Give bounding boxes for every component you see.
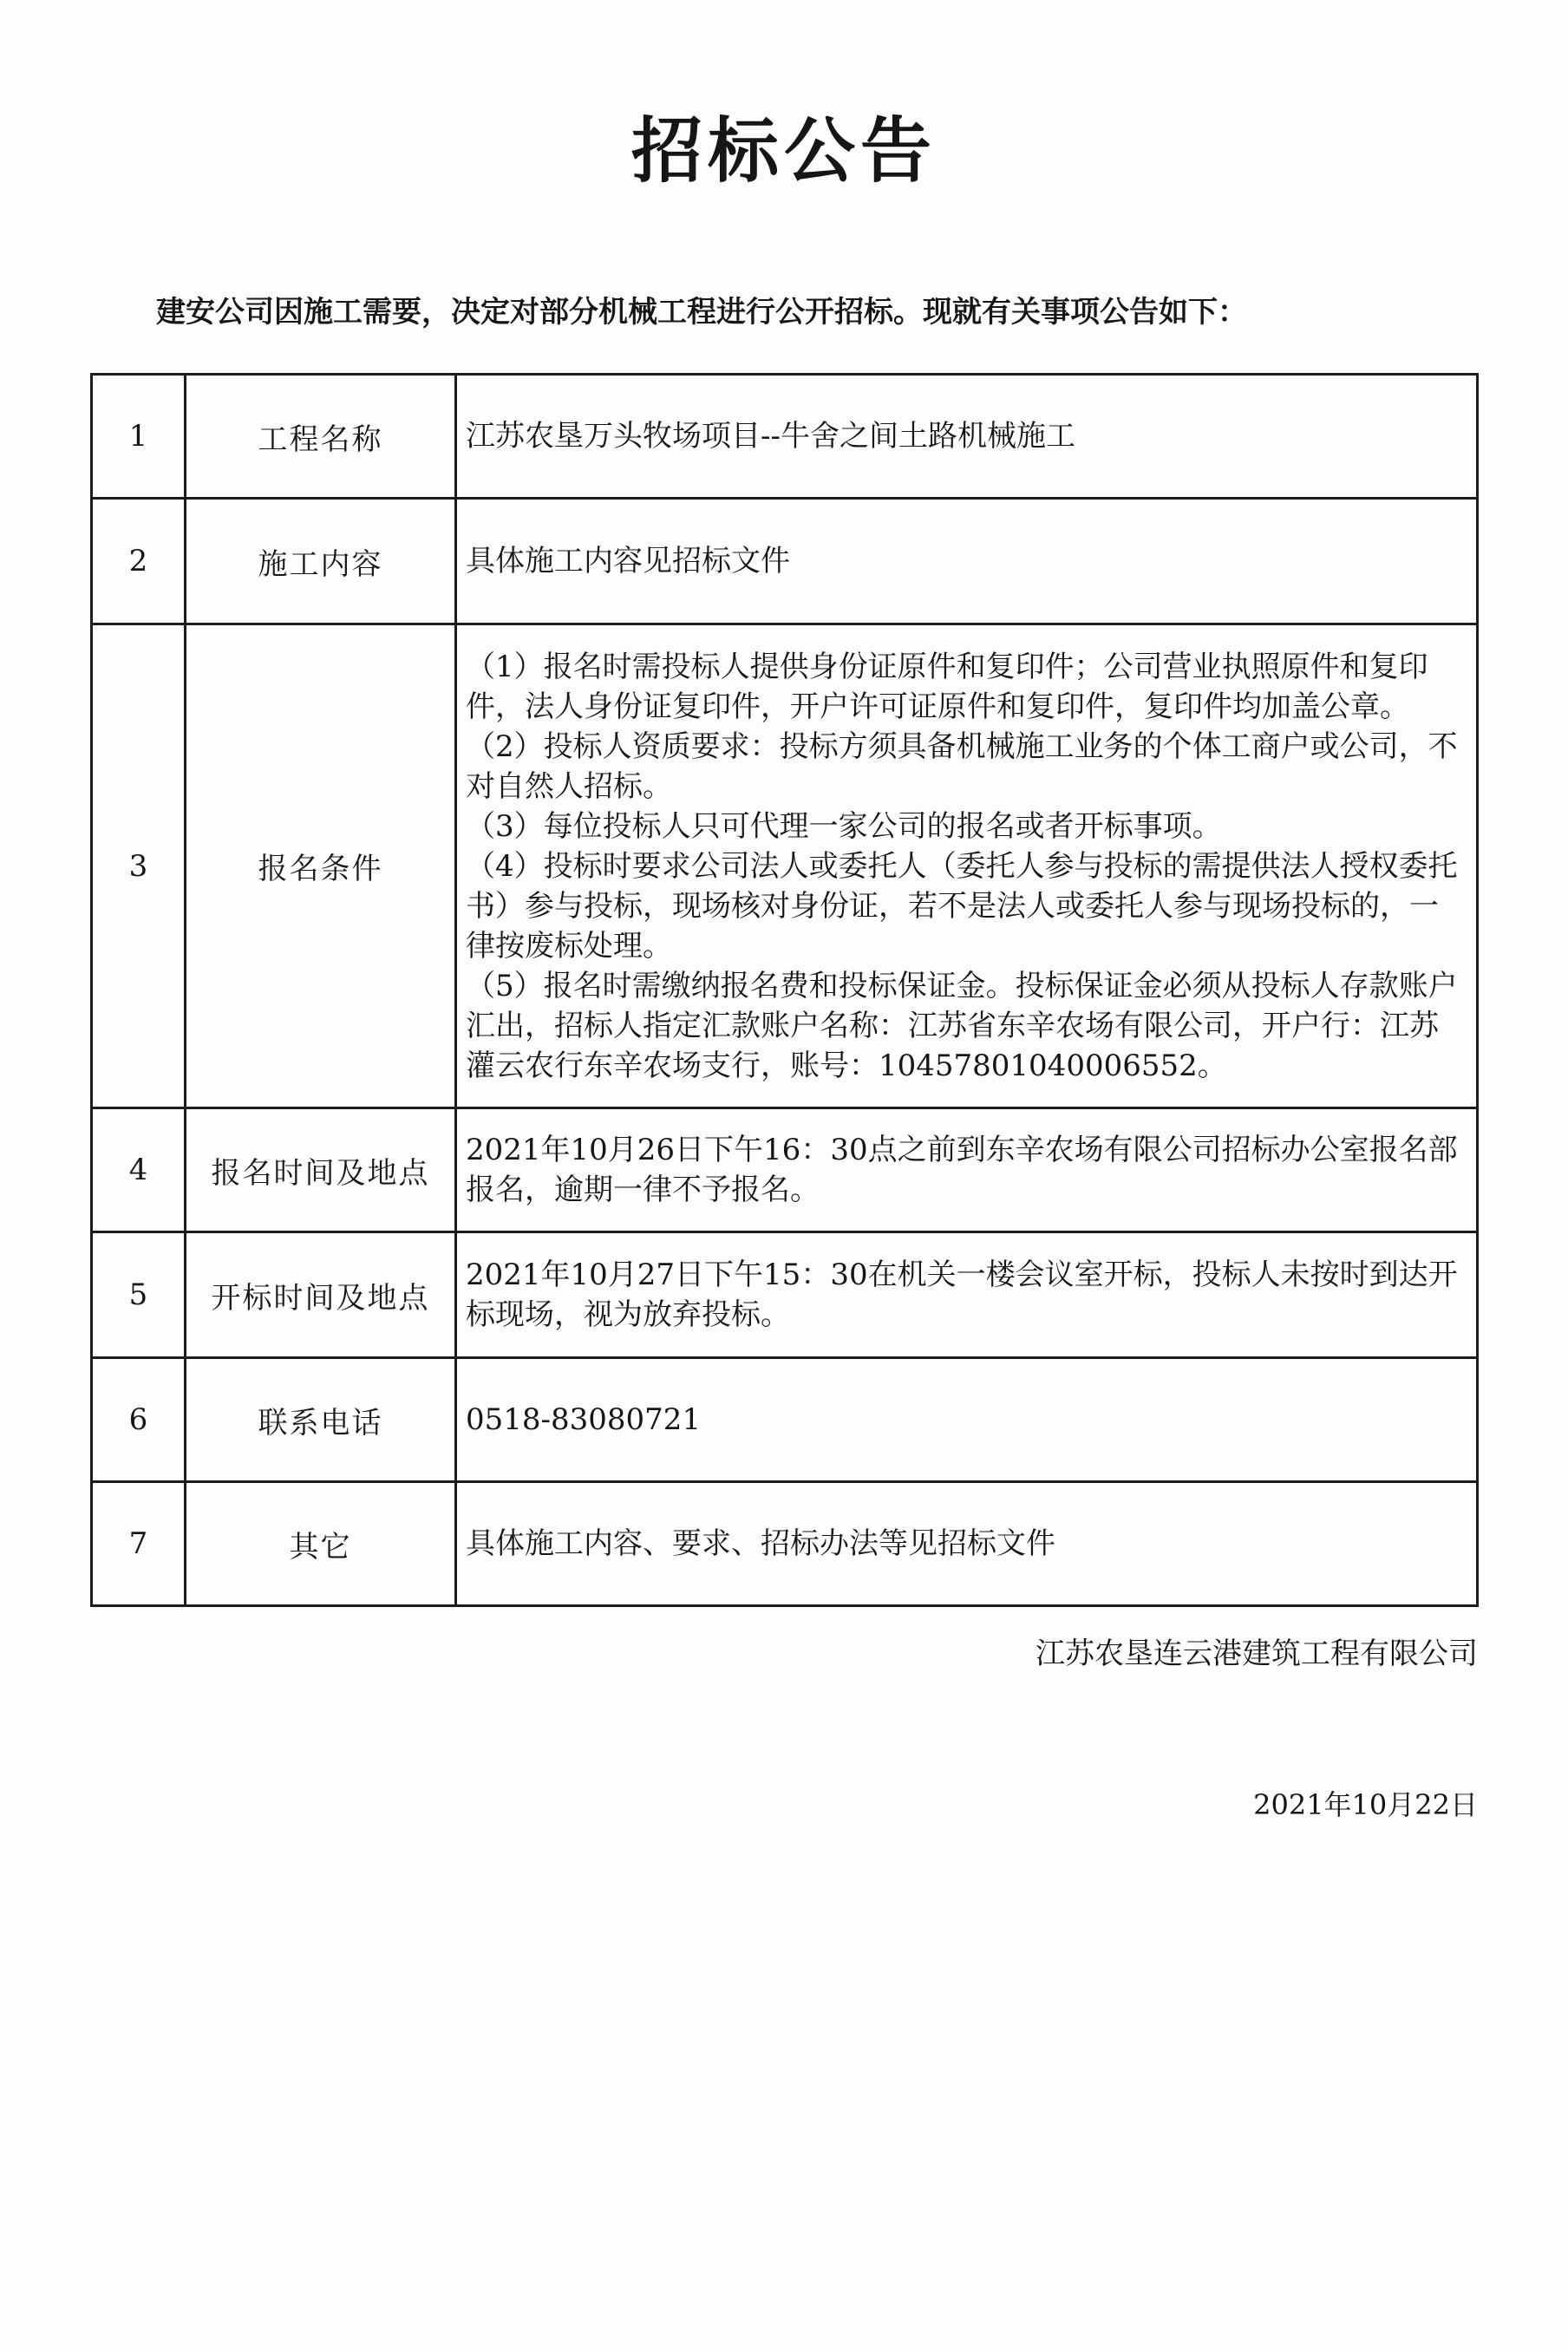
- row-content: 江苏农垦万头牧场项目--牛舍之间土路机械施工: [456, 375, 1478, 499]
- page-title: 招标公告: [630, 110, 937, 193]
- row-content: 具体施工内容见招标文件: [456, 499, 1478, 624]
- condition-item: （5）报名时需缴纳报名费和投标保证金。投标保证金必须从投标人存款账户汇出，招标人指定汇款账户名称：江苏省东辛农场有限公司，开户行：江苏灌云农行东辛农场支行，账号：10457801040006552。: [466, 968, 1458, 1083]
- condition-item: （2）投标人资质要求：投标方须具备机械施工业务的个体工商户或公司，不对自然人招标。: [466, 728, 1458, 804]
- condition-item: （4）投标时要求公司法人或委托人（委托人参与投标的需提供法人授权委托书）参与投标，现场核对身份证，若不是法人或委托人参与现场投标的，一律按废标处理。: [466, 848, 1458, 964]
- table-row-other: [92, 1482, 1478, 1606]
- row-label: 联系电话: [186, 1358, 456, 1482]
- table-row-construction-content: [92, 499, 1478, 624]
- row-label: 报名条件: [186, 624, 456, 1108]
- table-row-project-name: [92, 375, 1478, 499]
- table-row-opening-time: [92, 1232, 1478, 1358]
- notice-table: [90, 373, 1479, 1607]
- row-label: 施工内容: [186, 499, 456, 624]
- row-label: 开标时间及地点: [186, 1232, 456, 1358]
- row-number: 3: [92, 624, 186, 1108]
- row-label: 报名时间及地点: [186, 1108, 456, 1232]
- row-content-conditions: [456, 624, 1478, 1108]
- row-number: 1: [92, 375, 186, 499]
- row-number: 4: [92, 1108, 186, 1232]
- intro-paragraph: 建安公司因施工需要，决定对部分机械工程进行公开招标。现就有关事项公告如下：: [156, 295, 1247, 330]
- row-number: 7: [92, 1482, 186, 1606]
- issuing-company: 江苏农垦连云港建筑工程有限公司: [1036, 1637, 1478, 1671]
- row-number: 6: [92, 1358, 186, 1482]
- row-content: 具体施工内容、要求、招标办法等见招标文件: [456, 1482, 1478, 1606]
- row-content: 2021年10月27日下午15：30在机关一楼会议室开标，投标人未按时到达开标现场，视为放弃投标。: [456, 1232, 1478, 1358]
- table-row-contact-phone: [92, 1358, 1478, 1482]
- row-content: 2021年10月26日下午16：30点之前到东辛农场有限公司招标办公室报名部报名，逾期一律不予报名。: [456, 1108, 1478, 1232]
- condition-item: （1）报名时需投标人提供身份证原件和复印件；公司营业执照原件和复印件，法人身份证复印件，开户许可证原件和复印件，复印件均加盖公章。: [466, 649, 1428, 724]
- row-number: 2: [92, 499, 186, 624]
- row-number: 5: [92, 1232, 186, 1358]
- row-label: 工程名称: [186, 375, 456, 499]
- row-content: 0518-83080721: [456, 1358, 1478, 1482]
- row-label: 其它: [186, 1482, 456, 1606]
- issue-date: 2021年10月22日: [1253, 1788, 1478, 1821]
- table-row-registration-time: [92, 1108, 1478, 1232]
- condition-item: （3）每位投标人只可代理一家公司的报名或者开标事项。: [466, 808, 1222, 844]
- table-row-registration-conditions: [92, 624, 1478, 1108]
